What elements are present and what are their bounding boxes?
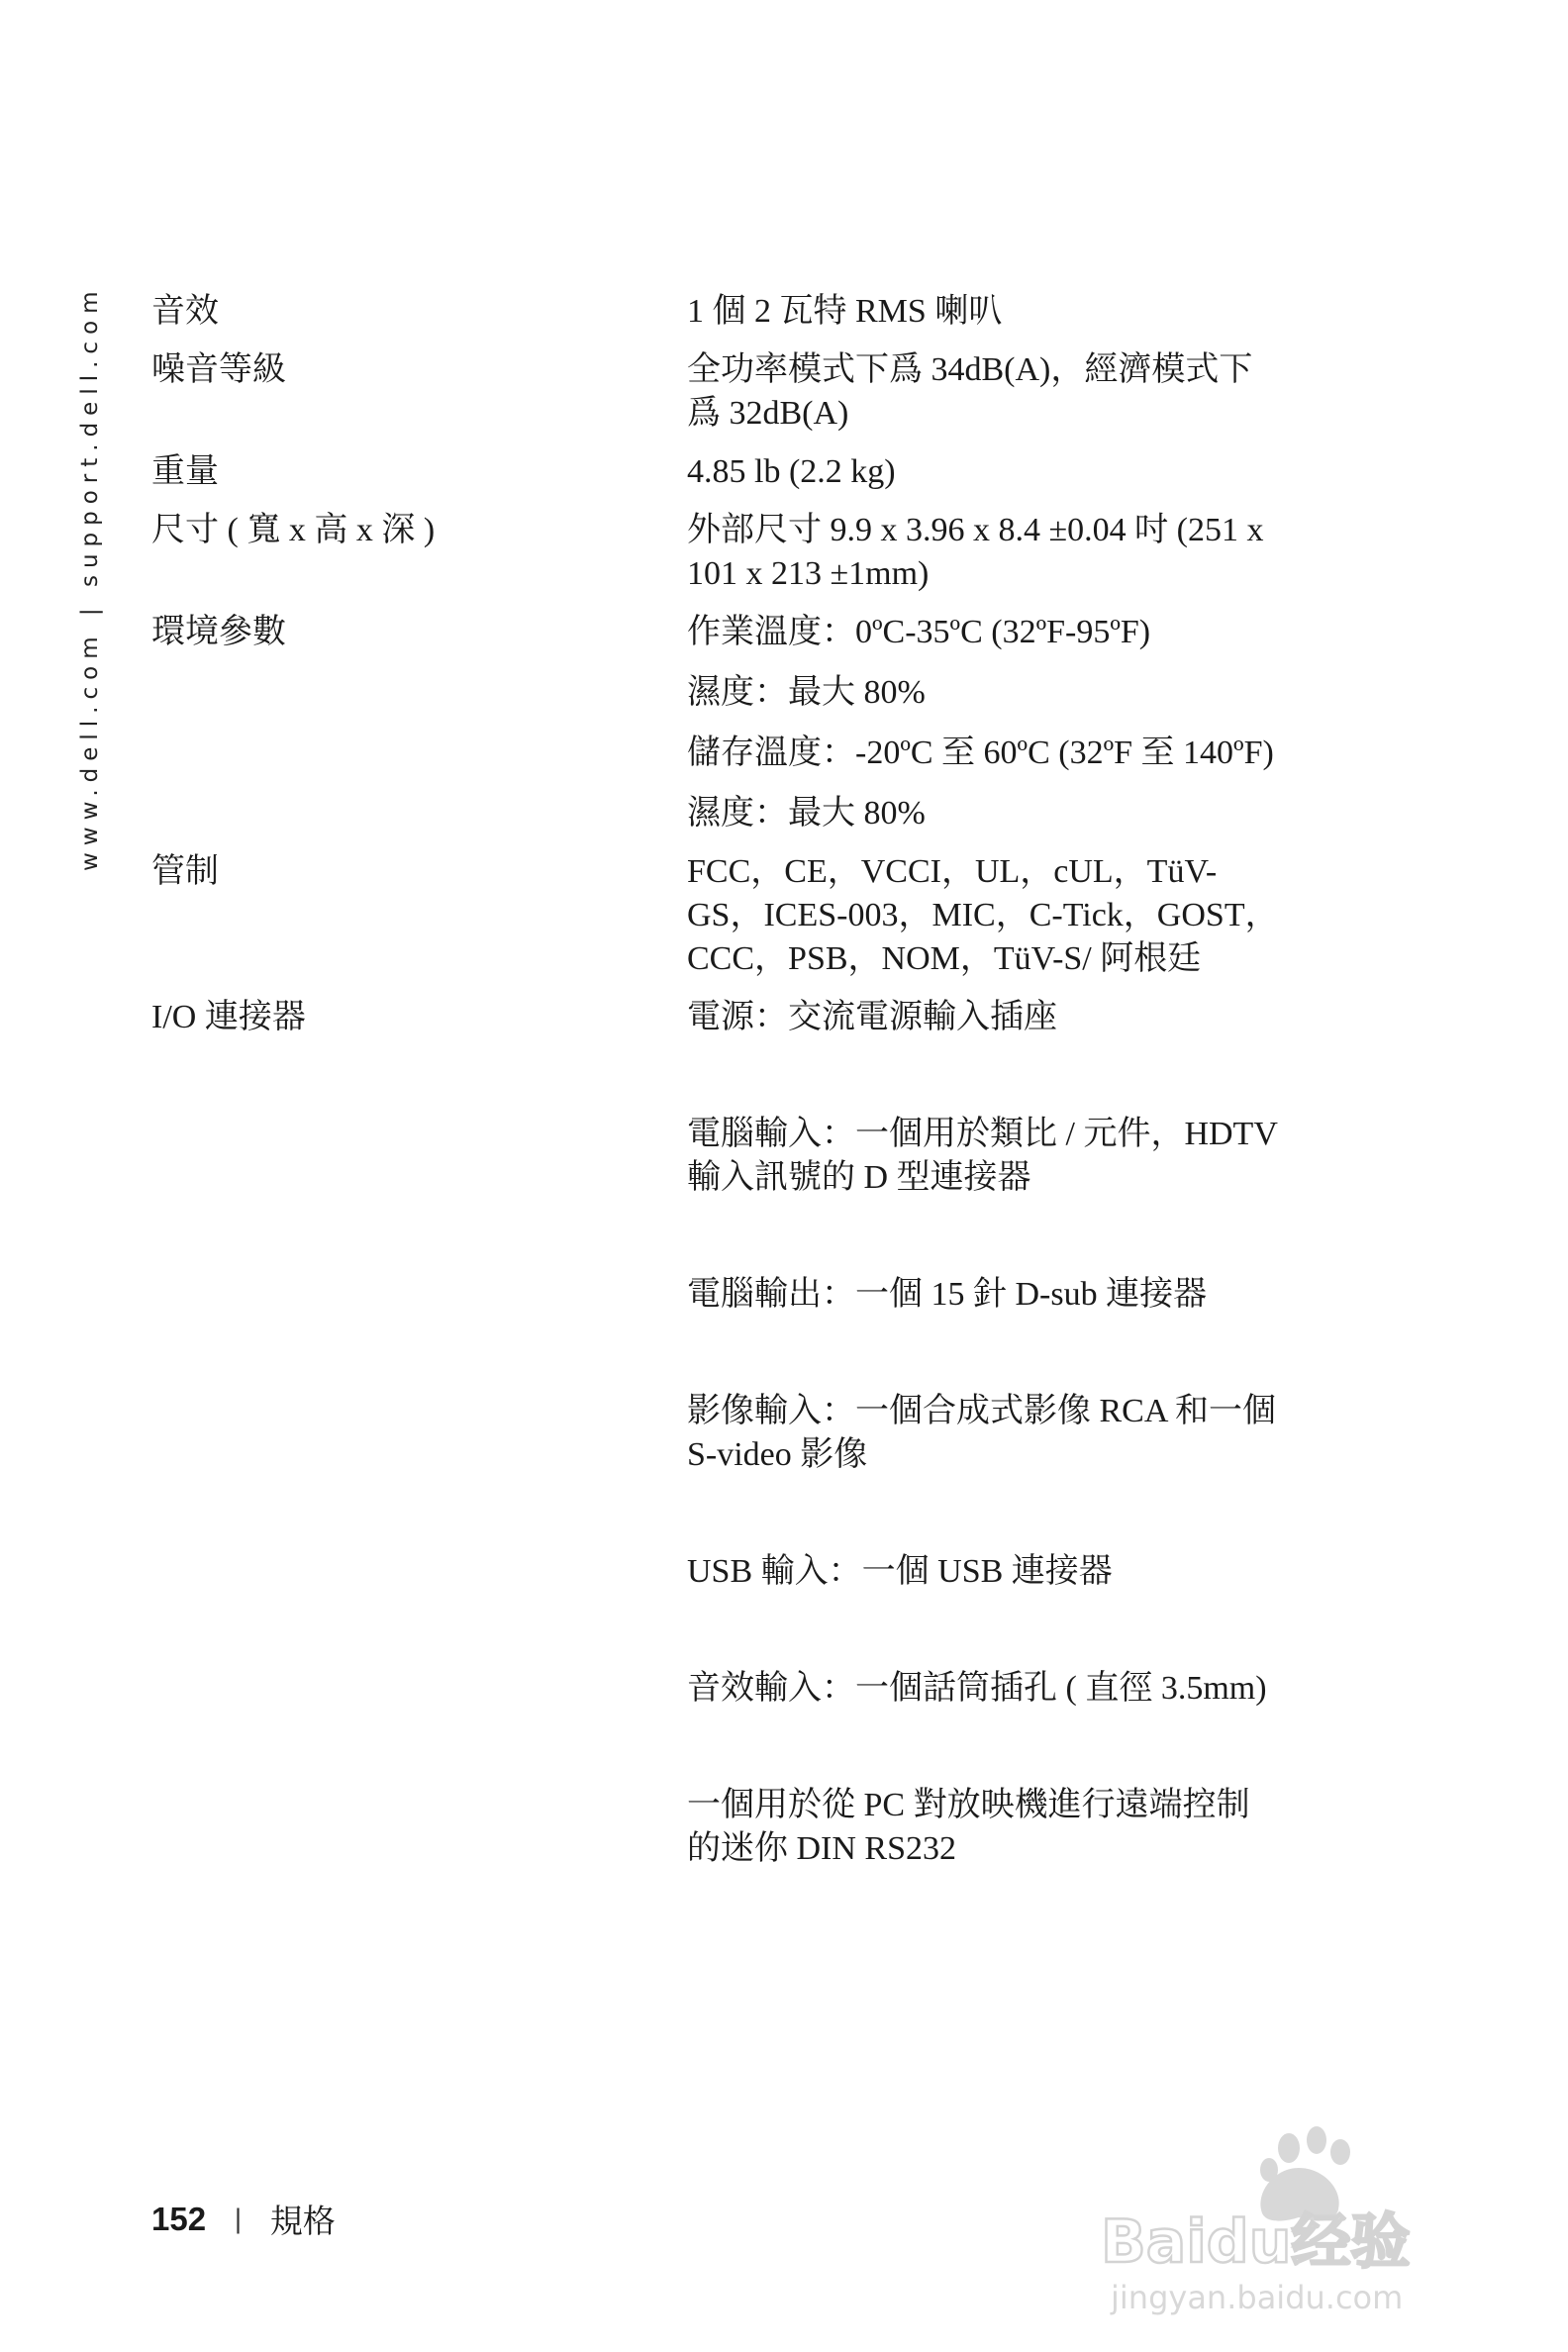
spec-label: 環境參數 [151,614,286,650]
spec-row-noise [151,348,1290,436]
baidu-watermark-logo [1101,2118,1477,2316]
spec-values [687,290,1290,334]
spec-values [687,996,1290,1871]
spec-values [687,348,1290,436]
spec-value: 作業溫度：0ºC-35ºC (32ºF-95ºF) [687,614,1151,650]
watermark-brand: Baidu经验 [1101,2207,1411,2277]
spec-value: 濕度：最大 80% [687,795,926,832]
footer-section-title: 規格 [269,2202,336,2240]
spec-value: 音效輸入：一個話筒插孔 ( 直徑 3.5mm) [687,1670,1267,1707]
spec-label: 尺寸 ( 寬 x 高 x 深 ) [151,512,436,548]
spec-label: I/O 連接器 [151,999,306,1035]
spec-value: 一個用於從 PC 對放映機進行遠端控制的迷你 DIN RS232 [687,1787,1250,1867]
spec-value: USB 輸入：一個 USB 連接器 [687,1553,1113,1590]
spec-values [687,611,1290,835]
spec-values [687,850,1290,981]
spec-value: 影像輸入：一個合成式影像 RCA 和一個 S-video 影像 [687,1393,1277,1473]
spec-value: 外部尺寸 9.9 x 3.96 x 8.4 ±0.04 吋 (251 x 101 x 213 ±1mm) [687,512,1264,592]
spec-value: 全功率模式下爲 34dB(A)，經濟模式下爲 32dB(A) [687,351,1253,432]
spec-label: 噪音等級 [151,351,286,388]
spec-value: 儲存溫度：-20ºC 至 60ºC (32ºF 至 140ºF) [687,735,1274,771]
spec-value: FCC，CE，VCCI，UL，cUL，TüV- GS，ICES-003，MIC，C-Tick，GOST，CCC，PSB，NOM，TüV-S/ 阿根廷 [687,853,1279,977]
spec-value: 電腦輸入：一個用於類比 / 元件，HDTV 輸入訊號的 D 型連接器 [687,1116,1278,1196]
page-number: 152 [151,2200,207,2237]
spec-row-io-connectors [151,996,1290,1871]
spec-value: 電腦輸出：一個 15 針 D-sub 連接器 [687,1276,1208,1313]
footer-separator: | [234,2204,243,2234]
spec-value: 1 個 2 瓦特 RMS 喇叭 [687,293,1003,330]
page-footer [151,2196,336,2242]
spec-row-regulatory [151,850,1290,981]
spec-row-weight [151,450,1290,494]
spec-label: 音效 [151,293,219,330]
spec-row-audio [151,290,1290,334]
watermark-url: jingyan.baidu.com [1111,2279,1404,2316]
sidebar-url: www.dell.com | support.dell.com [77,284,103,871]
spec-row-dimensions [151,509,1290,596]
spec-values [687,509,1290,596]
spec-value: 電源：交流電源輸入插座 [687,999,1057,1035]
spec-label: 管制 [151,853,219,890]
spec-values [687,450,1290,494]
spec-label: 重量 [151,453,219,490]
spec-table [151,290,1290,1871]
spec-value: 4.85 lb (2.2 kg) [687,453,896,490]
spec-value: 濕度：最大 80% [687,674,926,711]
spec-row-environment [151,611,1290,835]
